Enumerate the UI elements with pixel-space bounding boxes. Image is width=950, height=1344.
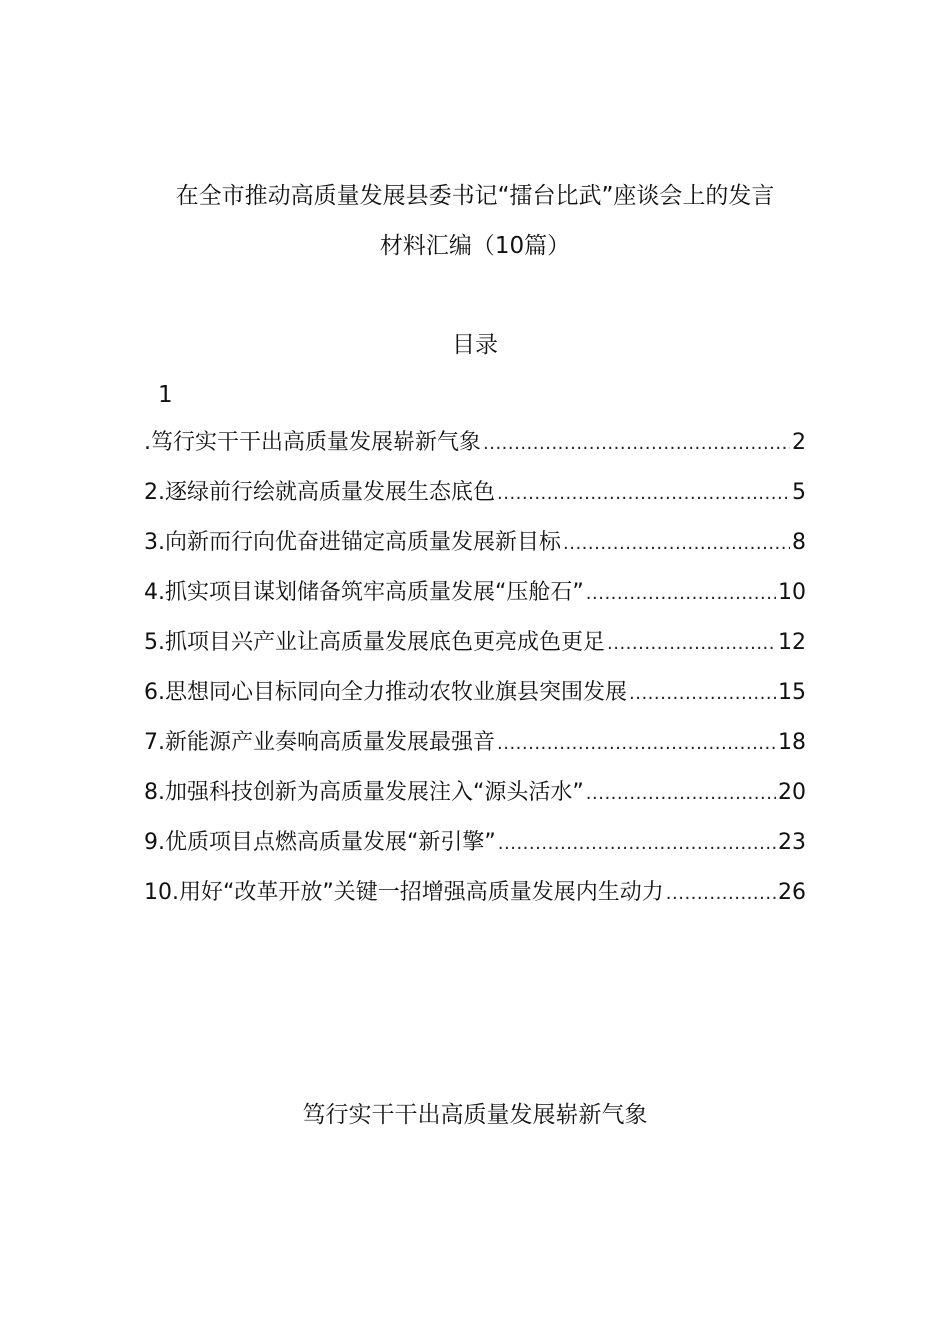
document-title-line-2: 材料汇编（10篇） [379, 233, 571, 259]
toc-entry[interactable] [144, 778, 806, 828]
toc-page-number: 18 [778, 730, 806, 755]
toc-entry-title: 8.加强科技创新为高质量发展注入“源头活水” [144, 780, 584, 805]
toc-entry-title: 5.抓项目兴产业让高质量发展底色更亮成色更足 [144, 630, 605, 655]
toc-entry-title: 9.优质项目点燃高质量发展“新引擎” [144, 830, 496, 855]
toc-leader-dots [497, 479, 790, 509]
toc-entry-title: 6.思想同心目标同向全力推动农牧业旗县突围发展 [144, 680, 627, 705]
toc-number: 1 [158, 382, 173, 408]
toc-page-number: 15 [778, 680, 806, 705]
toc-entry[interactable] [144, 728, 806, 778]
toc-page-number: 12 [778, 630, 806, 655]
toc-entry[interactable] [144, 528, 806, 578]
toc-entry[interactable] [144, 478, 806, 528]
toc-leader-dots [586, 779, 776, 809]
toc-leader-dots [586, 579, 776, 609]
toc-entry-title: 7.新能源产业奏响高质量发展最强音 [144, 730, 495, 755]
toc-leader-dots [607, 629, 776, 659]
section-title: 笃行实干干出高质量发展崭新气象 [302, 1102, 648, 1128]
toc-page-number: 26 [778, 880, 806, 905]
toc-entry-title: .笃行实干干出高质量发展崭新气象 [144, 430, 481, 455]
table-of-contents [144, 428, 806, 928]
toc-entry-title: 4.抓实项目谋划储备筑牢高质量发展“压舱石” [144, 580, 584, 605]
toc-heading: 目录 [452, 332, 498, 358]
toc-leader-dots [666, 879, 776, 909]
toc-entry-title: 2.逐绿前行绘就高质量发展生态底色 [144, 480, 495, 505]
toc-page-number: 20 [778, 780, 806, 805]
toc-page-number: 2 [792, 430, 806, 455]
toc-entry[interactable] [144, 678, 806, 728]
toc-page-number: 8 [792, 530, 806, 555]
toc-page-number: 23 [778, 830, 806, 855]
toc-leader-dots [498, 829, 776, 859]
toc-entry[interactable] [144, 428, 806, 478]
toc-entry[interactable] [144, 578, 806, 628]
toc-page-number: 10 [778, 580, 806, 605]
toc-entry[interactable] [144, 828, 806, 878]
toc-leader-dots [497, 729, 776, 759]
toc-leader-dots [483, 429, 790, 459]
toc-page-number: 5 [792, 480, 806, 505]
toc-leader-dots [563, 529, 790, 559]
toc-entry-title: 3.向新而行向优奋进锚定高质量发展新目标 [144, 530, 561, 555]
toc-leader-dots [629, 679, 776, 709]
toc-entry[interactable] [144, 878, 806, 928]
toc-entry-title: 10.用好“改革开放”关键一招增强高质量发展内生动力 [144, 880, 664, 905]
document-title-line-1: 在全市推动高质量发展县委书记“擂台比武”座谈会上的发言 [175, 183, 775, 209]
toc-entry[interactable] [144, 628, 806, 678]
